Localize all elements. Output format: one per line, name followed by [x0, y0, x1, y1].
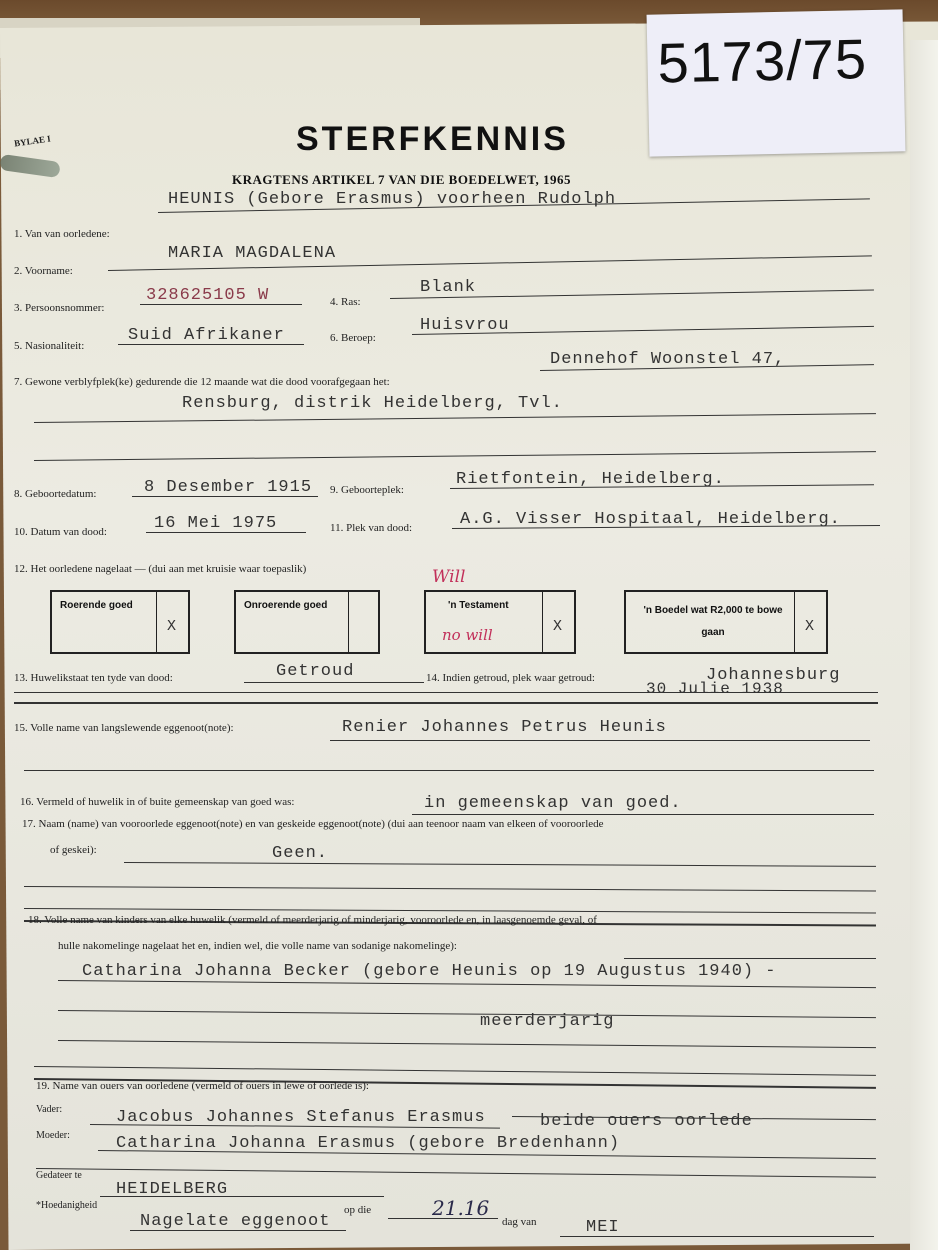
community-of-property-value: in gemeenskap van goed.	[424, 794, 682, 813]
community-of-property-label: 16. Vermeld of huwelik in of buite gemeenskap van goed was:	[20, 796, 295, 808]
checkbox-testament[interactable]	[424, 590, 576, 654]
race-value: Blank	[420, 278, 477, 297]
rule	[244, 682, 424, 683]
parents-status-value: beide ouers oorlede	[540, 1112, 753, 1131]
birth-place-label: 9. Geboorteplek:	[330, 484, 404, 496]
rule	[118, 344, 304, 345]
birth-date-label: 8. Geboortedatum:	[14, 488, 97, 500]
marriage-date-value: 30 Julie 1938	[646, 680, 784, 698]
rule	[132, 496, 318, 497]
capacity-value: Nagelate eggenoot	[140, 1212, 331, 1231]
checkbox-movable-property[interactable]	[50, 590, 190, 654]
death-place-label: 11. Plek van dood:	[330, 522, 413, 534]
checkbox-label: 'n Testament	[448, 600, 509, 611]
day-of-label: dag van	[502, 1216, 537, 1228]
checkbox-label: Roerende goed	[60, 600, 133, 611]
id-number-label: 3. Persoonsnommer:	[14, 302, 105, 314]
birth-place-value: Rietfontein, Heidelberg.	[456, 470, 725, 489]
race-label: 4. Ras:	[330, 296, 361, 308]
rule	[100, 1196, 384, 1197]
nationality-value: Suid Afrikaner	[128, 326, 285, 345]
dated-at-value: HEIDELBERG	[116, 1180, 229, 1199]
father-label: Vader:	[36, 1104, 63, 1115]
death-place-value: A.G. Visser Hospitaal, Heidelberg.	[460, 510, 841, 529]
reference-number: 5173/75	[656, 27, 868, 95]
child-value-2: meerderjarig	[480, 1012, 615, 1031]
checkbox-label: 'n Boedel wat R2,000 te bowe gaan	[643, 605, 783, 638]
surviving-spouse-value: Renier Johannes Petrus Heunis	[342, 718, 667, 737]
rule	[130, 1230, 346, 1231]
residence-value-2: Rensburg, distrik Heidelberg, Tvl.	[182, 394, 563, 413]
handwritten-no-will-note: no will	[442, 626, 493, 644]
children-label-2: hulle nakomelinge nagelaat het en, indien wel, die volle name van sodanige nakomelinge):	[58, 940, 457, 952]
checkbox-immovable-property[interactable]	[234, 590, 380, 654]
occupation-value: Huisvrou	[420, 316, 510, 335]
id-number-value: 328625105 W	[146, 286, 270, 305]
checkbox-mark: X	[805, 618, 815, 635]
form-title: STERFKENNIS	[296, 120, 569, 158]
rule	[24, 770, 874, 771]
sheet-edge	[910, 40, 938, 1250]
left-behind-label: 12. Het oorledene nagelaat — (dui aan met kruisie waar toepaslik)	[14, 563, 307, 575]
rule	[412, 814, 874, 815]
father-value: Jacobus Johannes Stefanus Erasmus	[116, 1108, 486, 1127]
marital-status-value: Getroud	[276, 662, 355, 681]
first-names-label: 2. Voorname:	[14, 265, 73, 277]
occupation-label: 6. Beroep:	[330, 332, 376, 344]
checkbox-mark: X	[553, 618, 563, 635]
death-date-value: 16 Mei 1975	[154, 514, 278, 533]
first-names-value: MARIA MAGDALENA	[168, 244, 337, 263]
birth-date-value: 8 Desember 1915	[144, 478, 313, 497]
form-subtitle: KRAGTENS ARTIKEL 7 VAN DIE BOEDELWET, 1965	[232, 172, 572, 187]
mother-value: Catharina Johanna Erasmus (gebore Bredenhann)	[116, 1134, 621, 1153]
dated-at-label: Gedateer te	[36, 1170, 82, 1181]
nationality-label: 5. Nasionaliteit:	[14, 340, 85, 352]
rule	[388, 1218, 498, 1219]
signed-day-value: 21.16	[432, 1196, 490, 1220]
annex-label: BYLAE I	[13, 133, 52, 149]
mother-label: Moeder:	[36, 1130, 70, 1141]
surname-label: 1. Van van oorledene:	[14, 228, 110, 240]
rule	[140, 304, 302, 305]
child-value-1: Catharina Johanna Becker (gebore Heunis op 19 Augustus 1940) -	[82, 962, 777, 981]
predeceased-spouse-label: 17. Naam (name) van vooroorlede eggenoot(note) en van geskeide eggenoot(note) (dui aan teenoor naam van elkeen of vooroorlede	[22, 818, 604, 830]
predeceased-spouse-value: Geen.	[272, 844, 329, 863]
marriage-place-label: 14. Indien getroud, plek waar getroud:	[426, 672, 595, 684]
rule	[624, 958, 876, 959]
children-label: 18. Volle name van kinders van elke huwelik (vermeld of meerderjarig of minderjarig, vooroorlede en, in laasgenoemde geval, of	[28, 914, 597, 926]
rule	[560, 1236, 874, 1237]
parents-label: 19. Name van ouers van oorledene (vermeld of ouers in lewe of oorlede is):	[36, 1080, 369, 1092]
handwritten-will-note: Will	[432, 567, 466, 587]
month-value: MEI	[586, 1218, 620, 1237]
marriage-place-value: Johannesburg	[706, 666, 841, 685]
surviving-spouse-label: 15. Volle name van langslewende eggenoot(note):	[14, 722, 234, 734]
rule	[14, 692, 878, 693]
death-date-label: 10. Datum van dood:	[14, 526, 107, 538]
residence-value-1: Dennehof Woonstel 47,	[550, 350, 786, 369]
on-the-label: op die	[344, 1204, 372, 1216]
reference-sticker	[647, 9, 906, 156]
checkbox-label: Onroerende goed	[244, 600, 328, 611]
residence-label: 7. Gewone verblyfplek(ke) gedurende die 12 maande wat die dood voorafgegaan het:	[14, 376, 390, 388]
checkbox-estate-over-r2000[interactable]	[624, 590, 828, 654]
surname-value: HEUNIS (Gebore Erasmus) voorheen Rudolph	[168, 190, 617, 209]
rule	[146, 532, 306, 533]
capacity-label: *Hoedanigheid	[36, 1200, 98, 1211]
checkbox-mark: X	[167, 618, 177, 635]
rule	[330, 740, 870, 741]
predeceased-spouse-label-2: of geskei):	[50, 844, 97, 856]
rule	[14, 702, 878, 704]
marital-status-label: 13. Huwelikstaat ten tyde van dood:	[14, 672, 173, 684]
